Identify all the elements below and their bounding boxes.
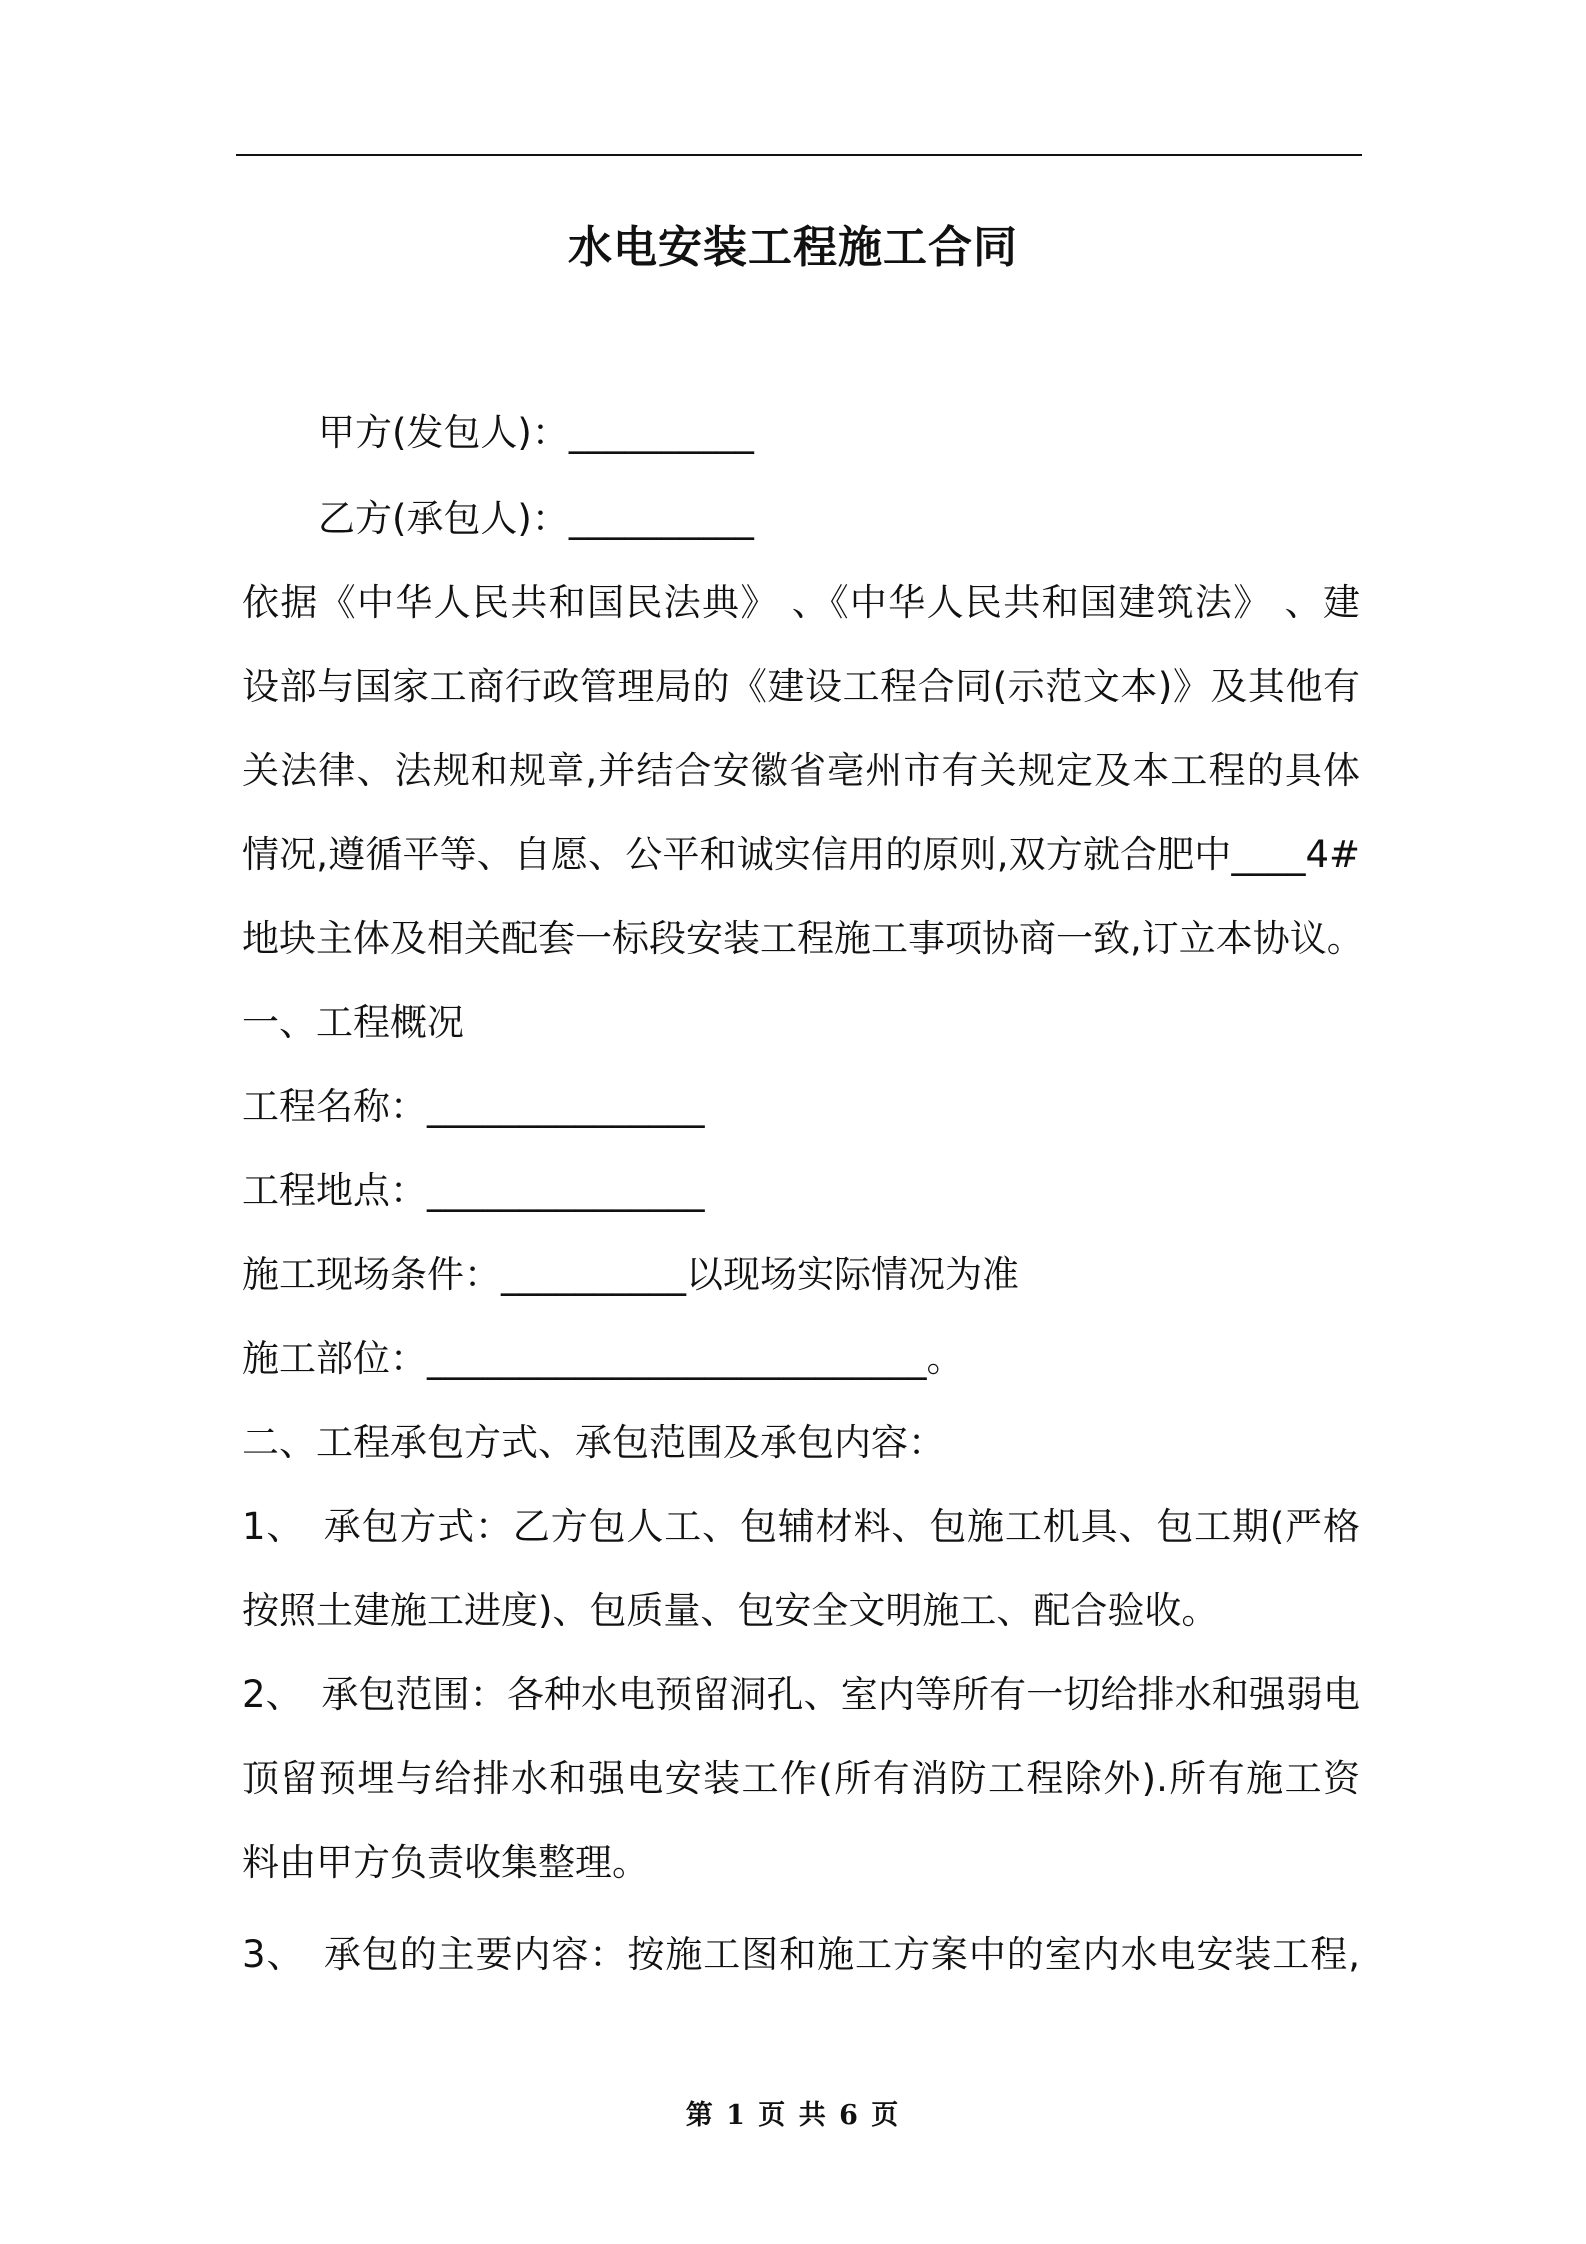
header-rule — [236, 154, 1362, 156]
item-3-line-1: 3、 承包的主要内容：按施工图和施工方案中的室内水电安装工程, — [242, 1933, 1360, 1976]
project-location-line: 工程地点：_______________ — [242, 1169, 705, 1212]
site-conditions-line: 施工现场条件：__________以现场实际情况为准 — [242, 1253, 1019, 1296]
party-a-line: 甲方(发包人)：__________ — [318, 411, 754, 454]
page-footer: 第 1 页 共 6 页 — [685, 2100, 901, 2131]
party-b-line: 乙方(承包人)：__________ — [318, 497, 754, 540]
document-title: 水电安装工程施工合同 — [568, 222, 1018, 273]
intro-line-1: 依据《中华人民共和国民法典》 、《中华人民共和国建筑法》 、建 — [242, 581, 1360, 624]
intro-line-3: 关法律、法规和规章,并结合安徽省亳州市有关规定及本工程的具体 — [242, 749, 1360, 792]
intro-line-4: 情况,遵循平等、自愿、公平和诚实信用的原则,双方就合肥中____4# — [242, 833, 1360, 876]
item-2-line-2: 顶留预埋与给排水和强电安装工作(所有消防工程除外).所有施工资 — [242, 1757, 1360, 1800]
item-1-line-2: 按照土建施工进度)、包质量、包安全文明施工、配合验收。 — [242, 1589, 1219, 1632]
section-2-heading: 二、工程承包方式、承包范围及承包内容： — [242, 1421, 945, 1464]
item-2-line-3: 料由甲方负责收集整理。 — [242, 1841, 649, 1884]
project-name-line: 工程名称：_______________ — [242, 1085, 705, 1128]
intro-line-2: 设部与国家工商行政管理局的《建设工程合同(示范文本)》及其他有 — [242, 665, 1360, 708]
construction-part-line: 施工部位：___________________________。 — [242, 1337, 964, 1380]
item-2-line-1: 2、 承包范围：各种水电预留洞孔、室内等所有一切给排水和强弱电 — [242, 1673, 1360, 1716]
intro-line-5: 地块主体及相关配套一标段安装工程施工事项协商一致,订立本协议。 — [242, 917, 1364, 960]
item-1-line-1: 1、 承包方式：乙方包人工、包辅材料、包施工机具、包工期(严格 — [242, 1505, 1360, 1548]
section-1-heading: 一、工程概况 — [242, 1001, 464, 1044]
